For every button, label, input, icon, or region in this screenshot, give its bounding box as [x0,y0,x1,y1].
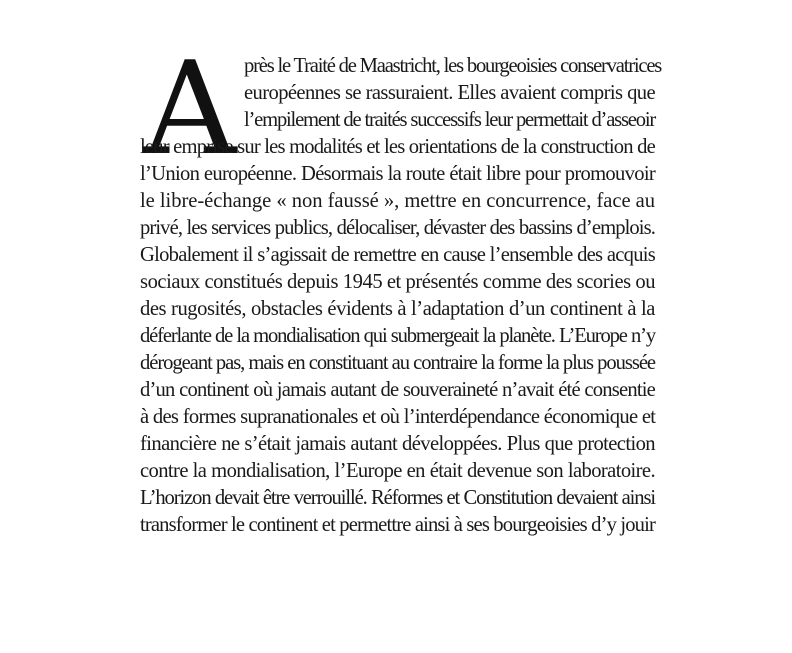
text-line: Globalement il s’agissait de remettre en cause l’ensemble des acquis [140,244,655,266]
text-line: européennes se rassuraient. Elles avaient compris que [244,82,655,104]
text-line: des rugosités, obstacles évidents à l’adaptation d’un continent à la [140,298,655,320]
text-line: contre la mondialisation, l’Europe en était devenue son laboratoire. [140,460,655,482]
text-line: près le Traité de Maastricht, les bourgeoisies conservatrices [244,55,662,77]
text-line: sociaux constitués depuis 1945 et présentés comme des scories ou [140,271,656,293]
text-line: dérogeant pas, mais en constituant au contraire la forme la plus poussée [140,352,655,374]
text-line: privé, les services publics, délocaliser, dévaster des bassins d’emplois. [140,217,655,239]
text-line: d’un continent où jamais autant de souveraineté n’avait été consentie [140,379,655,401]
text-line: à des formes supranationales et où l’interdépendance économique et [140,406,656,428]
text-line: l’empilement de traités successifs leur permettait d’asseoir [244,109,655,131]
drop-cap-letter: A [144,35,237,184]
text-line: le libre-échange « non faussé », mettre en concurrence, face au [140,190,655,212]
text-line: L’horizon devait être verrouillé. Réformes et Constitution devaient ainsi [140,487,655,509]
text-line: financière ne s’était jamais autant développées. Plus que protection [140,433,655,455]
text-line: déferlante de la mondialisation qui submergeait la planète. L’Europe n’y [140,325,655,347]
text-line: l’Union européenne. Désormais la route était libre pour promouvoir [140,163,655,185]
text-line: leur emprise sur les modalités et les orientations de la construction de [140,136,655,158]
text-line: transformer le continent et permettre ainsi à ses bourgeoisies d’y jouir [140,514,655,536]
